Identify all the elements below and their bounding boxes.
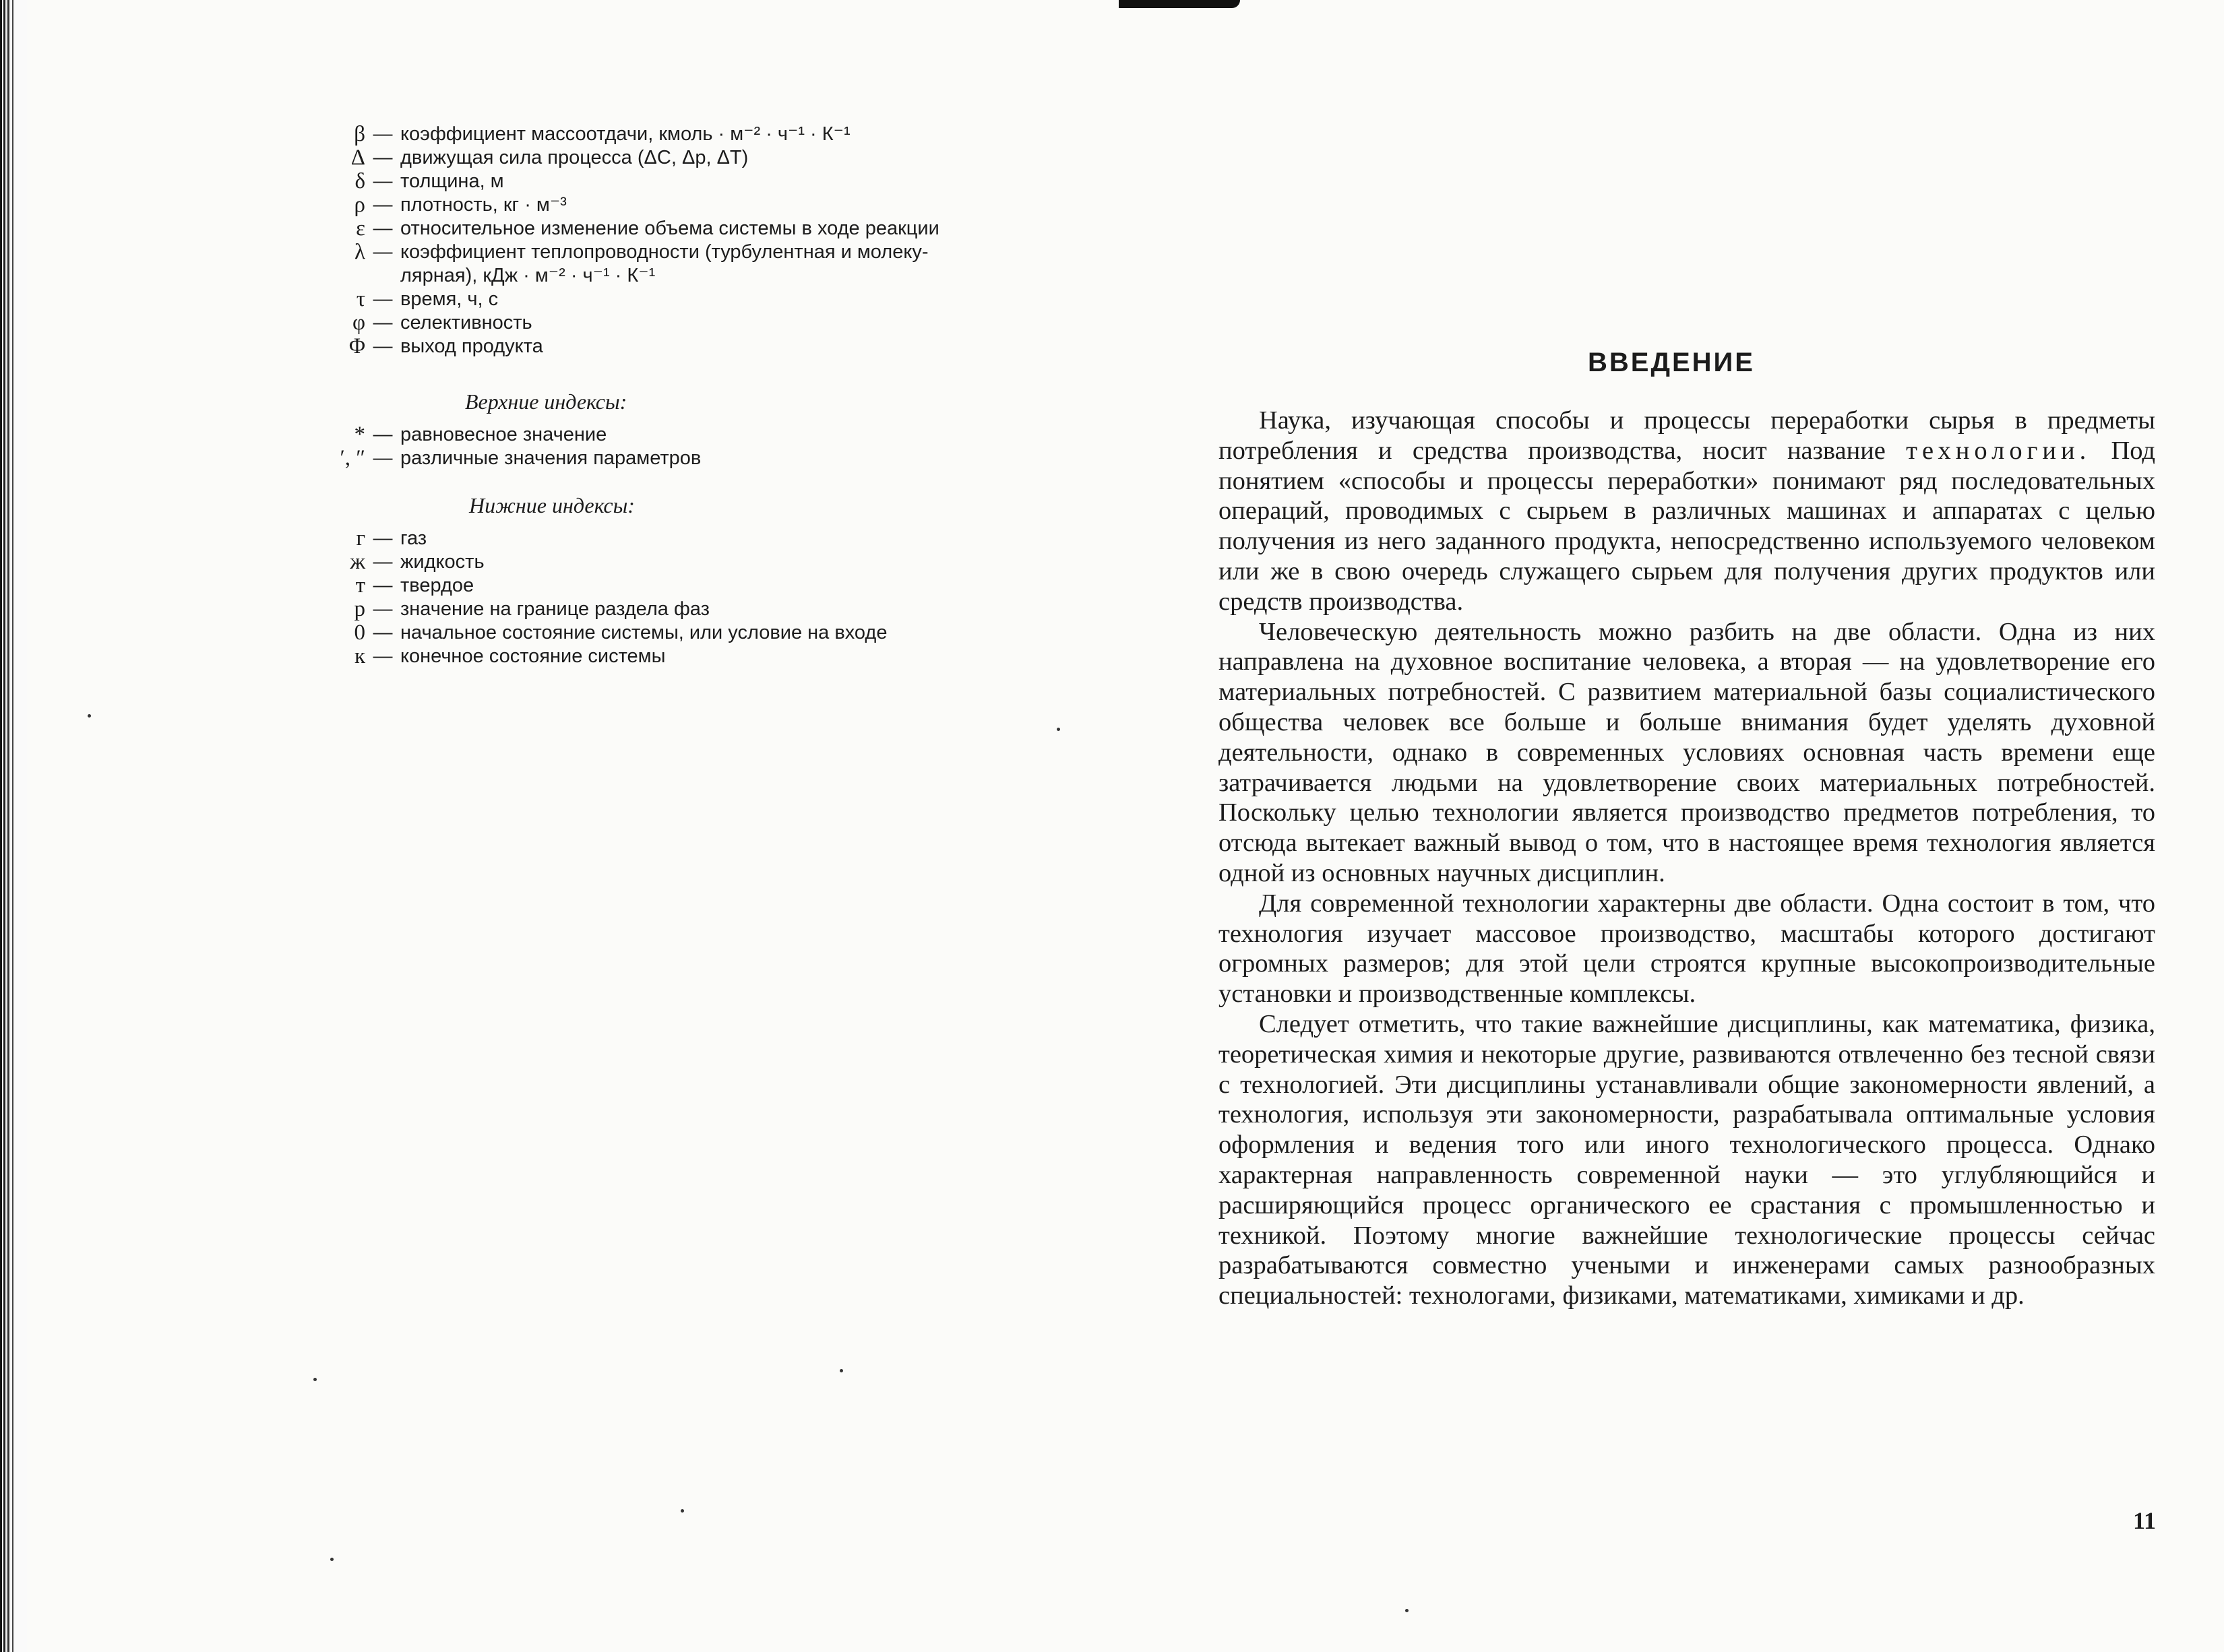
- subscript-symbol: к: [354, 644, 365, 668]
- nomenclature-symbol: ε: [356, 216, 365, 241]
- subscript-text: жидкость: [400, 551, 485, 573]
- subscript-symbol: г: [356, 526, 365, 550]
- scan-speck: [840, 1369, 843, 1372]
- subscripts-list: [329, 527, 1097, 668]
- superscript-item: ′, ″ — различные значения параметров: [329, 447, 1097, 470]
- nomenclature-item: ε — относительное изменение объема системы в ходе реакции: [329, 217, 1097, 241]
- nomenclature-text: время, ч, с: [400, 288, 499, 310]
- subscript-text: конечное состояние системы: [400, 645, 666, 667]
- nomenclature-symbol: Δ: [350, 146, 365, 170]
- nomenclature-text: плотность, кг · м⁻³: [400, 194, 567, 216]
- subscript-item: ж — жидкость: [329, 550, 1097, 574]
- superscript-item: * — равновесное значение: [329, 423, 1097, 447]
- right-page: [1119, 0, 2224, 1652]
- subscript-symbol: ж: [350, 550, 365, 574]
- scan-speck: [1057, 728, 1060, 731]
- scan-speck: [681, 1509, 684, 1513]
- nomenclature-symbol: Φ: [348, 334, 365, 358]
- superscript-symbol: ′, ″: [340, 446, 365, 470]
- scan-speck: [88, 714, 91, 718]
- nomenclature-text: относительное изменение объема системы в ходе реакции: [400, 218, 939, 239]
- nomenclature-symbol: δ: [354, 169, 365, 193]
- nomenclature-item-continuation: [329, 264, 1097, 288]
- subscripts-title: Нижние индексы:: [469, 493, 635, 517]
- nomenclature-text: селективность: [400, 312, 532, 333]
- nomenclature-item: φ — селективность: [329, 311, 1097, 335]
- nomenclature-symbol: λ: [354, 240, 365, 264]
- nomenclature-list: [329, 123, 1097, 358]
- subscript-symbol: т: [355, 573, 365, 598]
- superscript-text: равновесное значение: [400, 424, 607, 445]
- subscript-text: начальное состояние системы, или условие на входе: [400, 622, 888, 643]
- nomenclature-text: толщина, м: [400, 170, 504, 192]
- subscript-text: газ: [400, 528, 427, 549]
- nomenclature-text: лярная), кДж · м⁻² · ч⁻¹ · К⁻¹: [400, 265, 656, 286]
- nomenclature-text: коэффициент массоотдачи, кмоль · м⁻² · ч⁻¹ · К⁻¹: [400, 123, 851, 145]
- chapter-body: [1218, 406, 2155, 1311]
- scan-speck: [1405, 1609, 1409, 1612]
- subscript-item: г — газ: [329, 527, 1097, 550]
- subscript-item: р — значение на границе раздела фаз: [329, 598, 1097, 621]
- nomenclature-text: коэффициент теплопроводности (турбулентная и молеку-: [400, 241, 929, 263]
- subscript-symbol: 0: [354, 621, 365, 645]
- nomenclature-symbol: φ: [352, 311, 365, 335]
- page-number: 11: [2133, 1507, 2157, 1534]
- paragraph: Для современной технологии характерны две области. Одна состоит в том, что технология изучает массовое производство, масштабы которого достигают огромных размеров; для этой цели строятся крупные высокопроизводительные установки и производственные комплексы.: [1218, 889, 2155, 1009]
- book-binding: [0, 0, 27, 1652]
- nomenclature-symbol: β: [354, 122, 365, 146]
- nomenclature-item: Φ — выход продукта: [329, 335, 1097, 358]
- subscript-item: т — твердое: [329, 574, 1097, 598]
- nomenclature-item: λ — коэффициент теплопроводности (турбулентная и молеку-: [329, 241, 1097, 264]
- spaced-term: технологии.: [1906, 436, 2091, 465]
- left-page: [27, 0, 1105, 1652]
- paragraph: Человеческую деятельность можно разбить на две области. Одна из них направлена на духовное воспитание человека, а вторая — на удовлетворение его материальных потребностей. С развитием материальной базы социалистического общества человек все больше и больше внимания будет уделять духовной деятельности, однако в современных условиях основная часть времени еще затрачивается людьми на удовлетворение своих материальных потребностей. Поскольку целью технологии является производство предметов потребления, то отсюда вытекает важный вывод о том, что в настоящее время технология является одной из основных научных дисциплин.: [1218, 617, 2155, 887]
- nomenclature-item: δ — толщина, м: [329, 170, 1097, 193]
- scan-speck: [313, 1378, 317, 1381]
- subscript-item: 0 — начальное состояние системы, или условие на входе: [329, 621, 1097, 645]
- subscript-symbol: р: [354, 597, 365, 621]
- subscript-text: твердое: [400, 575, 474, 596]
- nomenclature-item: ρ — плотность, кг · м⁻³: [329, 193, 1097, 217]
- superscripts-title: Верхние индексы:: [465, 389, 627, 414]
- nomenclature-text: движущая сила процесса (ΔC, Δp, ΔT): [400, 147, 749, 168]
- nomenclature-item: Δ — движущая сила процесса (ΔC, Δp, ΔT): [329, 146, 1097, 170]
- superscripts-list: [329, 423, 1097, 470]
- nomenclature-symbol: τ: [356, 287, 365, 311]
- nomenclature-item: β — коэффициент массоотдачи, кмоль · м⁻² · ч⁻¹ · К⁻¹: [329, 123, 1097, 146]
- superscript-text: различные значения параметров: [400, 447, 702, 469]
- subscript-item: к — конечное состояние системы: [329, 645, 1097, 668]
- scan-speck: [330, 1558, 334, 1561]
- nomenclature-text: выход продукта: [400, 336, 543, 357]
- nomenclature-symbol: ρ: [354, 193, 365, 217]
- paragraph: Следует отметить, что такие важнейшие дисциплины, как математика, физика, теоретическая химия и некоторые другие, развиваются отвлеченно без тесной связи с технологией. Эти дисциплины устанавливали общие закономерности явлений, а технология, используя эти закономерности, разрабатывала оптимальные условия оформления и ведения того или иного технологического процесса. Однако характерная направленность современной науки — это углубляющийся и расширяющийся процесс органического ее срастания с промышленностью и техникой. Поэтому многие важнейшие технологические процессы сейчас разрабатываются совместно учеными и инженерами самых разнообразных специальностей: технологами, физиками, математиками, химиками и др.: [1218, 1009, 2155, 1310]
- subscript-text: значение на границе раздела фаз: [400, 598, 710, 620]
- nomenclature-item: τ — время, ч, с: [329, 288, 1097, 311]
- chapter-title: ВВЕДЕНИЕ: [1588, 348, 1755, 377]
- paragraph: Наука, изучающая способы и процессы переработки сырья в предметы потребления и средства производства, носит название технологии. Под понятием «способы и процессы переработки» понимают ряд последовательных операций, проводимых с сырьем в различных машинах и аппаратах с целью получения из него заданного продукта, непосредственно используемого человеком или же в свою очередь служащего сырьем для получения других продуктов или средств производства.: [1218, 406, 2156, 616]
- superscript-symbol: *: [354, 422, 365, 447]
